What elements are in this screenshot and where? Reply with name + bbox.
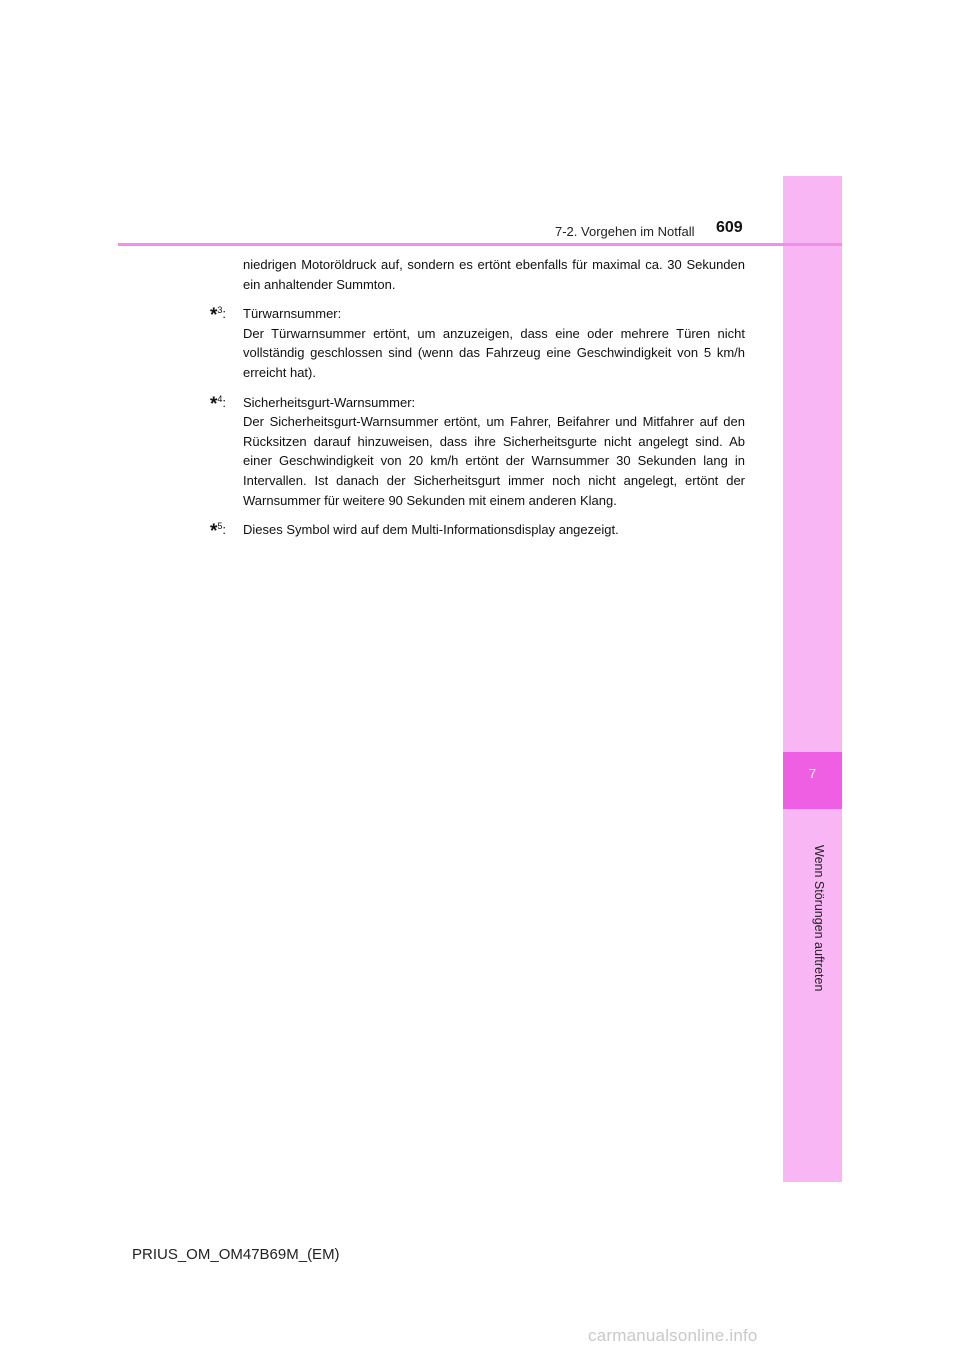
footnote-title: Türwarnsummer: [243, 306, 342, 322]
footnote-text: Der Sicherheitsgurt-Warnsummer ertönt, um Fahrer, Beifahrer und Mitfahrer auf den Rücksitzen darauf hinzuweisen, dass ihre Sicherheitsgurte nicht angelegt sind. Ab einer Geschwindigkeit von 20 km/h ertönt der Warnsummer 30 Sekunden lang in Intervallen. Ist danach der Sicherheitsgurt immer noch nicht angelegt, ertönt der Warnsummer für weitere 90 Sekunden mit einem anderen Klang. [243, 414, 745, 508]
footnote-marker: *$^4$: [210, 393, 227, 415]
header-rule [118, 243, 842, 246]
chapter-side-tab [783, 176, 842, 1182]
page-number: 609 [716, 219, 743, 236]
footnote-5 [210, 517, 745, 543]
page-body [210, 255, 745, 547]
chapter-number: 7 [808, 766, 817, 781]
footnote-3 [210, 301, 745, 382]
footnote-4 [210, 390, 745, 511]
footnote-title: Dieses Symbol wird auf dem Multi-Informationsdisplay angezeigt. [243, 522, 619, 538]
chapter-title: Wenn Störungen auftreten [812, 845, 826, 992]
section-title: 7-2. Vorgehen im Notfall [555, 224, 695, 239]
footnote-title: Sicherheitsgurt-Warnsummer: [243, 394, 416, 410]
continuation-text: niedrigen Motoröldruck auf, sondern es ertönt ebenfalls für maximal ca. 30 Sekunden ein anhaltender Summton. [243, 257, 745, 292]
document-code: PRIUS_OM_OM47B69M_(EM) [132, 1246, 340, 1263]
footnote-text: Der Türwarnsummer ertönt, um anzuzeigen, dass eine oder mehrere Türen nicht vollständig geschlossen sind (wenn das Fahrzeug eine Geschwindigkeit von 5 km/h erreicht hat). [243, 325, 745, 380]
footnote-marker: *$^3$: [210, 305, 227, 327]
footnote-marker: *$^5$: [210, 521, 227, 543]
continuation-paragraph [210, 255, 745, 294]
watermark: carmanualsonline.info [588, 1326, 758, 1345]
